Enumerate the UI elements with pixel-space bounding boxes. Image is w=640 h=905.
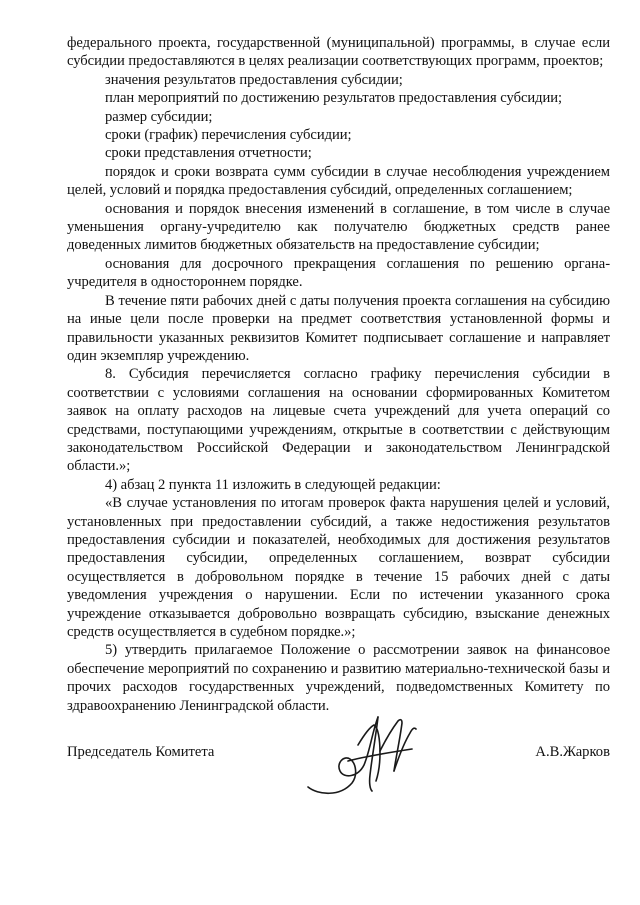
paragraph-12: 4) абзац 2 пункта 11 изложить в следующей редакции:	[105, 476, 441, 493]
paragraph-11: 8. Субсидия перечисляется согласно графику перечисления субсидии в соответствии с условиями соглашения на основании сформированных Комитетом заявок на оплату расходов на лицевые счета учреждений для учета операций со средствами, поступающими учреждениям, открытые в соответствии с действующим законодательством Российской Федерации и законодательством Ленинградской области.»;	[67, 366, 610, 475]
paragraph-1: федерального проекта, государственной (муниципальной) программы, в случае если субсидии предоставляются в целях реализации соответствующих программ, проектов;	[67, 35, 610, 70]
handwritten-signature	[300, 705, 430, 800]
paragraph-2: значения результатов предоставления субсидии;	[105, 71, 403, 88]
paragraph-4: размер субсидии;	[105, 108, 213, 125]
paragraph-9: основания для досрочного прекращения соглашения по решению органа-учредителя в одностороннем порядке.	[67, 255, 610, 291]
paragraph-8: основания и порядок внесения изменений в соглашение, в том числе в случае уменьшения органу-учредителю как получателю бюджетных средств ранее доведенных лимитов бюджетных обязательств на предоставление субсидии;	[67, 200, 610, 254]
paragraph-5: сроки (график) перечисления субсидии;	[105, 127, 352, 144]
paragraph-10: В течение пяти рабочих дней с даты получения проекта соглашения на субсидию на иные цели после проверки на предмет соответствия установленной формы и правильности указанных реквизитов Комитет подписывает соглашение и направляет один экземпляр учреждению.	[67, 292, 610, 364]
paragraph-14: 5) утвердить прилагаемое Положение о рассмотрении заявок на финансовое обеспечение мероприятий по сохранению и развитию материально-технической базы и прочих расходов государственных учреждений, подведомственных Комитету по здравоохранению Ленинградской области.	[67, 642, 610, 714]
paragraph-3: план мероприятий по достижению результатов предоставления субсидии;	[105, 90, 563, 107]
paragraph-13: «В случае установления по итогам проверок факта нарушения целей и условий, установленных при предоставлении субсидий, а также недостижения результатов предоставления субсидии и показателей, необходимых для достижения результатов предоставления субсидии, определенных соглашением, возврат субсидии осуществляется в добровольном порядке в течение 15 рабочих дней с даты уведомления учреждения о нарушении. Если по истечении указанного срока учреждение отказывается добровольно возвращать субсидию, взыскание денежных средств осуществляется в судебном порядке.»;	[67, 495, 610, 640]
signatory-title: Председатель Комитета	[67, 744, 215, 760]
signatory-name: А.В.Жарков	[535, 744, 610, 760]
paragraph-6: сроки представления отчетности;	[105, 145, 312, 162]
paragraph-7: порядок и сроки возврата сумм субсидии в случае несоблюдения учреждением целей, условий и порядка предоставления субсидий, определенных соглашением;	[67, 163, 610, 199]
document-body	[67, 34, 610, 715]
